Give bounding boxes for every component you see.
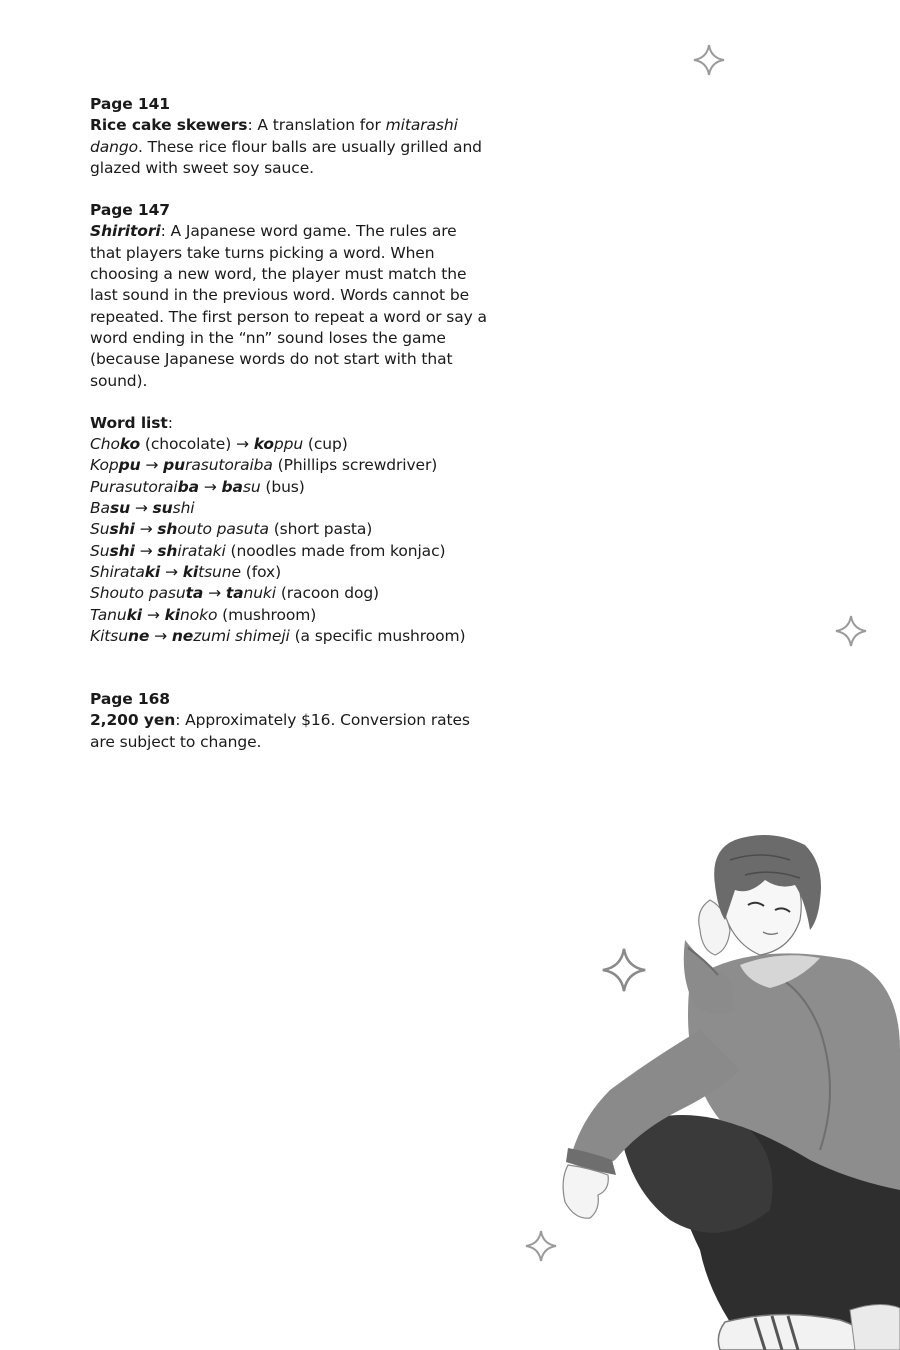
word-from: Shirata xyxy=(90,562,145,581)
separator: : xyxy=(167,413,173,432)
word-from: Kop xyxy=(90,456,119,475)
word-from-sound: ne xyxy=(127,626,150,645)
word-from: Su xyxy=(90,520,110,539)
note-text: Approximately $16. Conversion rates are subject to change. xyxy=(90,711,470,751)
arrow-icon: → xyxy=(139,520,153,539)
word-gloss: (Phillips screwdriver) xyxy=(272,456,438,475)
word-gloss: (racoon dog) xyxy=(276,584,380,603)
arrow-icon: → xyxy=(145,456,159,475)
word-to-sound: pu xyxy=(163,456,186,475)
arrow-icon: → xyxy=(154,626,168,645)
word-list-item xyxy=(90,498,490,519)
word-to: rasutoraiba xyxy=(185,456,273,475)
word-from-sound: ki xyxy=(126,605,143,624)
word-from: Su xyxy=(90,541,110,560)
translation-notes xyxy=(90,94,490,774)
word-from-sound: ta xyxy=(185,584,204,603)
word-list-section xyxy=(90,413,490,647)
word-list-item xyxy=(90,541,490,562)
sparkle-icon-right xyxy=(834,614,868,648)
word-to-sound: ba xyxy=(221,477,243,496)
word-from: Tanu xyxy=(90,605,127,624)
word-from: Shouto pasu xyxy=(90,584,186,603)
word-from: Ba xyxy=(90,499,110,518)
word-to-sound: ki xyxy=(182,562,199,581)
arrow-icon: → xyxy=(203,477,217,496)
word-to: tsune xyxy=(198,562,241,581)
word-to: zumi shimeji xyxy=(193,626,290,645)
word-to: su xyxy=(242,477,261,496)
note-text: A translation for xyxy=(257,116,386,135)
word-to-sound: su xyxy=(152,499,173,518)
word-to: noko xyxy=(179,605,218,624)
note-heading: Page 168 xyxy=(90,690,170,709)
separator: : xyxy=(175,711,186,730)
word-gloss: (chocolate) xyxy=(140,435,236,454)
word-list-item xyxy=(90,434,490,455)
word-gloss: (cup) xyxy=(303,435,348,454)
word-list-item xyxy=(90,605,490,626)
word-list-item xyxy=(90,477,490,498)
word-to-sound: ne xyxy=(171,626,194,645)
word-list-item xyxy=(90,455,490,476)
word-to-sound: sh xyxy=(157,541,178,560)
note-text: A Japanese word game. The rules are that players take turns picking a word. When choosing a new word, the player must match the last sound in the previous word. Words cannot be repeated. The first person to repeat a word or say a word ending in the “nn” sound loses the game (because Japanese words do not start with that sound). xyxy=(90,222,487,390)
character-illustration xyxy=(520,830,900,1350)
note-heading: Page 141 xyxy=(90,95,170,113)
word-gloss: (short pasta) xyxy=(268,520,373,539)
note-page-147 xyxy=(90,200,490,392)
separator: : xyxy=(160,222,171,241)
word-from: Purasutorai xyxy=(90,477,178,496)
word-list-title: Word list xyxy=(90,413,168,432)
arrow-icon: → xyxy=(134,499,148,518)
word-to: ppu xyxy=(273,435,304,454)
word-from: Cho xyxy=(90,435,120,454)
word-gloss: (bus) xyxy=(260,477,305,496)
word-to: nuki xyxy=(243,584,277,603)
note-text: . These rice flour balls are usually grilled and glazed with sweet soy sauce. xyxy=(90,137,482,177)
word-from-sound: shi xyxy=(109,520,135,539)
separator: : xyxy=(247,116,258,135)
word-to-sound: ki xyxy=(164,605,180,624)
arrow-icon: → xyxy=(139,541,153,560)
note-page-168 xyxy=(90,689,490,753)
word-from-sound: ki xyxy=(144,562,161,581)
word-list-heading xyxy=(90,413,490,434)
word-list-item xyxy=(90,562,490,583)
note-term: Rice cake skewers xyxy=(90,116,248,135)
word-to-sound: ta xyxy=(225,584,244,603)
word-to: shi xyxy=(172,499,195,518)
word-from-sound: ba xyxy=(177,477,199,496)
note-italic-term: mitarashi dango xyxy=(90,116,458,156)
word-gloss: (mushroom) xyxy=(217,605,317,624)
word-gloss: (a specific mushroom) xyxy=(289,626,466,645)
arrow-icon: → xyxy=(146,605,160,624)
word-from-sound: su xyxy=(109,499,130,518)
arrow-icon: → xyxy=(208,584,221,603)
note-term: Shiritori xyxy=(90,222,161,241)
word-from-sound: shi xyxy=(109,541,135,560)
word-list xyxy=(90,434,490,647)
note-term: 2,200 yen xyxy=(90,711,176,730)
word-to-sound: sh xyxy=(157,520,178,539)
word-list-item xyxy=(90,626,490,647)
word-gloss: (noodles made from konjac) xyxy=(225,541,446,560)
word-from: Kitsu xyxy=(90,626,128,645)
word-list-item xyxy=(90,519,490,540)
arrow-icon: → xyxy=(164,562,178,581)
sparkle-icon-top xyxy=(692,43,726,77)
word-to: irataki xyxy=(177,541,226,560)
word-to-sound: ko xyxy=(253,435,274,454)
note-page-141 xyxy=(90,94,490,179)
note-heading: Page 147 xyxy=(90,201,170,220)
word-from-sound: ko xyxy=(119,435,141,454)
word-list-item xyxy=(90,583,490,604)
word-from-sound: pu xyxy=(118,456,141,475)
word-to: outo pasuta xyxy=(177,520,269,539)
word-gloss: (fox) xyxy=(240,562,282,581)
arrow-icon: → xyxy=(235,435,249,454)
